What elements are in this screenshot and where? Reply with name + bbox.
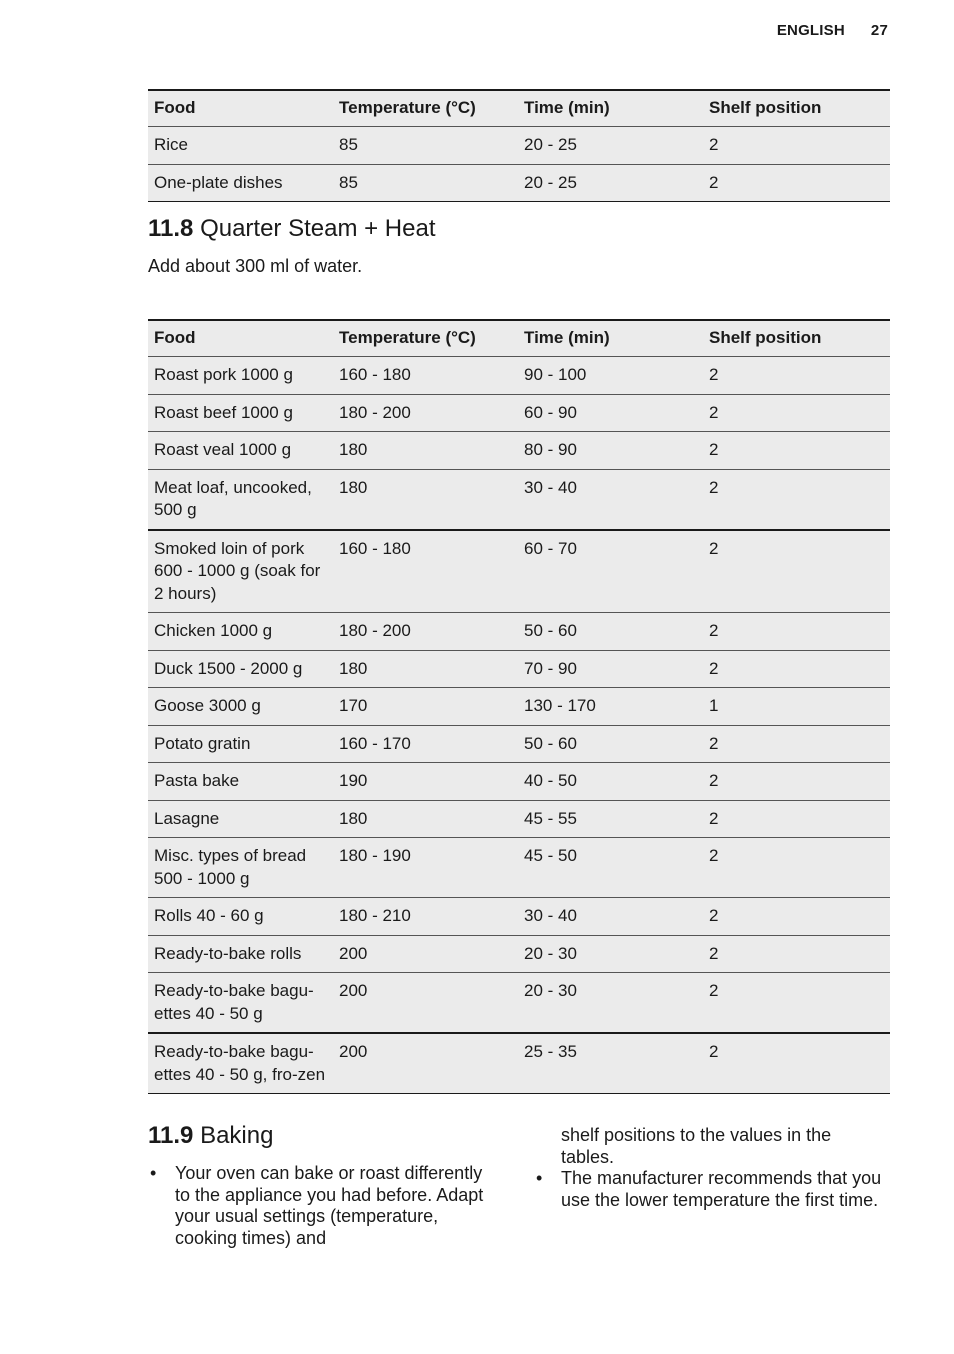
cell-shelf: 2 (703, 357, 890, 395)
cell-food: One-plate dishes (148, 164, 333, 202)
cell-shelf: 2 (703, 469, 890, 530)
list-item (534, 1168, 884, 1211)
text-column-right (534, 1125, 884, 1211)
cell-temperature: 160 - 180 (333, 357, 518, 395)
bullet-continuation: shelf positions to the values in the tables. (561, 1125, 832, 1167)
bullet-text: Your oven can bake or roast differently to the appliance you had before. Adapt your usual settings (temperature, cooking times) and (175, 1163, 484, 1248)
section-number: 11.9 (148, 1122, 194, 1149)
col-header-shelf: Shelf position (703, 320, 890, 357)
table-row (148, 650, 890, 688)
cell-shelf: 2 (703, 164, 890, 202)
text-column-left (148, 1163, 488, 1249)
table-row (148, 688, 890, 726)
cell-temperature: 170 (333, 688, 518, 726)
cell-temperature: 85 (333, 127, 518, 165)
cell-food: Ready-to-bake bagu-ettes 40 - 50 g, fro-zen (148, 1033, 333, 1094)
cell-food: Pasta bake (148, 763, 333, 801)
cell-shelf: 2 (703, 613, 890, 651)
table-row (148, 469, 890, 530)
cell-time: 25 - 35 (518, 1033, 703, 1094)
cell-food: Goose 3000 g (148, 688, 333, 726)
table-row (148, 898, 890, 936)
cell-food: Roast beef 1000 g (148, 394, 333, 432)
cell-time: 60 - 70 (518, 530, 703, 613)
table-row (148, 1033, 890, 1094)
col-header-temperature: Temperature (°C) (333, 320, 518, 357)
table-row (148, 164, 890, 202)
table-row (148, 530, 890, 613)
cell-temperature: 200 (333, 935, 518, 973)
cell-food: Duck 1500 - 2000 g (148, 650, 333, 688)
bullet-icon: • (536, 1168, 543, 1188)
table-row (148, 838, 890, 898)
table-row (148, 357, 890, 395)
cell-temperature: 180 - 200 (333, 394, 518, 432)
cell-food: Roast veal 1000 g (148, 432, 333, 470)
cell-shelf: 2 (703, 898, 890, 936)
cell-shelf: 2 (703, 650, 890, 688)
header-page-number: 27 (870, 22, 888, 39)
cell-temperature: 180 (333, 432, 518, 470)
cell-time: 70 - 90 (518, 650, 703, 688)
col-header-food: Food (148, 320, 333, 357)
cell-temperature: 160 - 170 (333, 725, 518, 763)
cell-temperature: 180 (333, 469, 518, 530)
table-quarter-steam (148, 319, 890, 1094)
table-row (148, 613, 890, 651)
table-header-row (148, 90, 890, 127)
table-row (148, 432, 890, 470)
cell-time: 40 - 50 (518, 763, 703, 801)
list-item (148, 1163, 488, 1249)
cell-temperature: 180 - 200 (333, 613, 518, 651)
running-header (777, 22, 888, 39)
cell-temperature: 180 (333, 650, 518, 688)
cell-time: 45 - 50 (518, 838, 703, 898)
cell-temperature: 85 (333, 164, 518, 202)
section-heading-11-8 (148, 215, 436, 243)
cell-time: 45 - 55 (518, 800, 703, 838)
table-row (148, 394, 890, 432)
table-row (148, 935, 890, 973)
cell-food: Ready-to-bake rolls (148, 935, 333, 973)
table-header-row (148, 320, 890, 357)
cell-food: Ready-to-bake bagu-ettes 40 - 50 g (148, 973, 333, 1034)
cell-shelf: 2 (703, 127, 890, 165)
section-title: Quarter Steam + Heat (200, 215, 436, 242)
cell-temperature: 180 - 190 (333, 838, 518, 898)
cell-food: Meat loaf, uncooked, 500 g (148, 469, 333, 530)
cell-temperature: 180 - 210 (333, 898, 518, 936)
cell-shelf: 2 (703, 432, 890, 470)
cell-shelf: 2 (703, 973, 890, 1034)
cell-temperature: 160 - 180 (333, 530, 518, 613)
cell-shelf: 2 (703, 530, 890, 613)
col-header-time: Time (min) (518, 90, 703, 127)
cell-temperature: 180 (333, 800, 518, 838)
cell-time: 90 - 100 (518, 357, 703, 395)
cell-time: 30 - 40 (518, 469, 703, 530)
cell-food: Rolls 40 - 60 g (148, 898, 333, 936)
cell-shelf: 2 (703, 838, 890, 898)
cell-time: 60 - 90 (518, 394, 703, 432)
table-row (148, 127, 890, 165)
cell-shelf: 2 (703, 725, 890, 763)
cell-shelf: 1 (703, 688, 890, 726)
bullet-text: The manufacturer recommends that you use the lower temperature the first time. (561, 1168, 882, 1210)
cell-shelf: 2 (703, 394, 890, 432)
col-header-shelf: Shelf position (703, 90, 890, 127)
cell-temperature: 200 (333, 973, 518, 1034)
cell-shelf: 2 (703, 800, 890, 838)
section-heading-11-9 (148, 1122, 273, 1150)
cell-time: 80 - 90 (518, 432, 703, 470)
cell-food: Rice (148, 127, 333, 165)
col-header-food: Food (148, 90, 333, 127)
table-row (148, 763, 890, 801)
cell-time: 130 - 170 (518, 688, 703, 726)
table-row (148, 973, 890, 1034)
cell-time: 20 - 30 (518, 973, 703, 1034)
cell-food: Roast pork 1000 g (148, 357, 333, 395)
cell-temperature: 200 (333, 1033, 518, 1094)
cell-time: 50 - 60 (518, 725, 703, 763)
table-top (148, 89, 890, 202)
col-header-time: Time (min) (518, 320, 703, 357)
cell-shelf: 2 (703, 935, 890, 973)
cell-shelf: 2 (703, 763, 890, 801)
section-number: 11.8 (148, 215, 194, 242)
cell-time: 30 - 40 (518, 898, 703, 936)
cell-food: Potato gratin (148, 725, 333, 763)
section-intro: Add about 300 ml of water. (148, 256, 363, 276)
section-title: Baking (200, 1122, 274, 1149)
bullet-list (148, 1163, 488, 1249)
cell-time: 20 - 30 (518, 935, 703, 973)
bullet-list (534, 1168, 884, 1211)
cell-food: Smoked loin of pork 600 - 1000 g (soak for 2 hours) (148, 530, 333, 613)
table-row (148, 725, 890, 763)
table-row (148, 800, 890, 838)
cell-shelf: 2 (703, 1033, 890, 1094)
cell-time: 20 - 25 (518, 127, 703, 165)
cell-temperature: 190 (333, 763, 518, 801)
bullet-icon: • (150, 1163, 157, 1183)
header-language: ENGLISH (776, 22, 845, 39)
cell-food: Lasagne (148, 800, 333, 838)
cell-food: Misc. types of bread 500 - 1000 g (148, 838, 333, 898)
col-header-temperature: Temperature (°C) (333, 90, 518, 127)
cell-time: 50 - 60 (518, 613, 703, 651)
cell-food: Chicken 1000 g (148, 613, 333, 651)
cell-time: 20 - 25 (518, 164, 703, 202)
